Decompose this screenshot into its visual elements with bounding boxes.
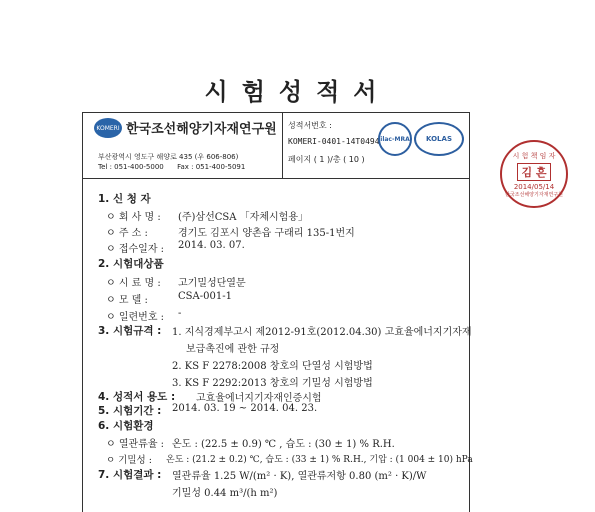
stamp-bottom-text: 한국조선해양기자재연구원 bbox=[505, 191, 563, 198]
env-thermal-value: 온도 : (22.5 ± 0.9) ℃ , 습도 : (30 ± 1) % R.H. bbox=[172, 439, 395, 450]
received-value: 2014. 03. 07. bbox=[178, 240, 245, 251]
address-label: ㅇ 주 소 : bbox=[106, 228, 148, 239]
logo-text: KOMERI bbox=[96, 124, 120, 132]
standard-2: 2. KS F 2278:2008 창호의 단열성 시험방법 bbox=[172, 361, 373, 372]
env-airtight-value: 온도 : (21.2 ± 0.2) ℃, 습도 : (33 ± 1) % R.H., 기압 : (1 004 ± 10) hPa bbox=[166, 455, 473, 465]
kolas-seal-text: KOLAS bbox=[426, 135, 452, 143]
company-label: ㅇ 회 사 명 : bbox=[106, 212, 161, 223]
section-applicant-heading: 1. 신 청 자 bbox=[98, 193, 151, 205]
section-environment-heading: 6. 시험환경 bbox=[98, 420, 154, 432]
received-label: ㅇ 접수일자 : bbox=[106, 244, 165, 255]
header-divider bbox=[82, 178, 470, 179]
standard-3: 3. KS F 2292:2013 창호의 기밀성 시험방법 bbox=[172, 378, 373, 389]
serial-label: ㅇ 일련번호 : bbox=[106, 312, 165, 323]
ilac-seal-icon bbox=[378, 122, 412, 156]
model-label: ㅇ 모 델 : bbox=[106, 295, 148, 306]
standard-1: 1. 지식경제부고시 제2012-91호(2012.04.30) 고효율에너지기자재 bbox=[172, 327, 472, 338]
institute-name: 한국조선해양기자재연구원 bbox=[126, 122, 277, 137]
institute-fax: Fax : 051-400-5091 bbox=[177, 163, 246, 171]
address-value: 경기도 김포시 양촌읍 구래리 135-1번지 bbox=[178, 228, 355, 239]
institute-logo-icon bbox=[94, 118, 122, 138]
sample-label: ㅇ 시 료 명 : bbox=[106, 278, 161, 289]
ilac-seal-text: ilac-MRA bbox=[380, 135, 410, 143]
stamp-center-text: 김 흔 bbox=[517, 163, 550, 181]
serial-value: - bbox=[178, 308, 182, 319]
period-value: 2014. 03. 19 ~ 2014. 04. 23. bbox=[172, 403, 318, 414]
section-sample-heading: 2. 시험대상품 bbox=[98, 258, 164, 270]
result-airtight: 기밀성 0.44 m³/(h m²) bbox=[172, 488, 278, 499]
section-result-heading: 7. 시험결과 : bbox=[98, 469, 162, 481]
kolas-seal-icon bbox=[414, 122, 464, 156]
stamp-date: 2014/05/14 bbox=[513, 182, 555, 191]
certificate-number-label: 성적서번호 : bbox=[288, 121, 332, 130]
certificate-number: KOMERI-0401-14T0494 bbox=[288, 137, 380, 146]
company-value: (주)삼선CSA 「자체시험용」 bbox=[178, 212, 308, 223]
section-standard-heading: 3. 시험규격 : bbox=[98, 325, 162, 337]
env-airtight-label: ㅇ 기밀성 : bbox=[106, 455, 152, 466]
env-thermal-label: ㅇ 열관류율 : bbox=[106, 439, 165, 450]
model-value: CSA-001-1 bbox=[178, 291, 232, 302]
institute-contact bbox=[98, 163, 245, 171]
institute-address: 부산광역시 영도구 해양로 435 (우 606-806) bbox=[98, 153, 239, 161]
approval-stamp-icon bbox=[500, 140, 568, 208]
page-indicator: 페이지 ( 1 )/총 ( 10 ) bbox=[288, 155, 365, 164]
stamp-top-text: 시 험 책 임 자 bbox=[512, 151, 556, 160]
section-purpose-heading: 4. 성적서 용도 : bbox=[98, 391, 176, 403]
standard-1-cont: 보급촉진에 관한 규정 bbox=[186, 344, 280, 355]
sample-value: 고기밀성단열문 bbox=[178, 278, 246, 289]
section-period-heading: 5. 시험기간 : bbox=[98, 405, 162, 417]
result-thermal: 열관류율 1.25 W/(m² · K), 열관류저항 0.80 (m² · K)/W bbox=[172, 471, 427, 482]
header-vertical-divider bbox=[282, 112, 283, 178]
page-title: 시험성적서 bbox=[204, 77, 391, 106]
purpose-value: 고효율에너지기자재인증시험 bbox=[196, 393, 322, 404]
institute-tel: Tel : 051-400-5000 bbox=[98, 163, 164, 171]
